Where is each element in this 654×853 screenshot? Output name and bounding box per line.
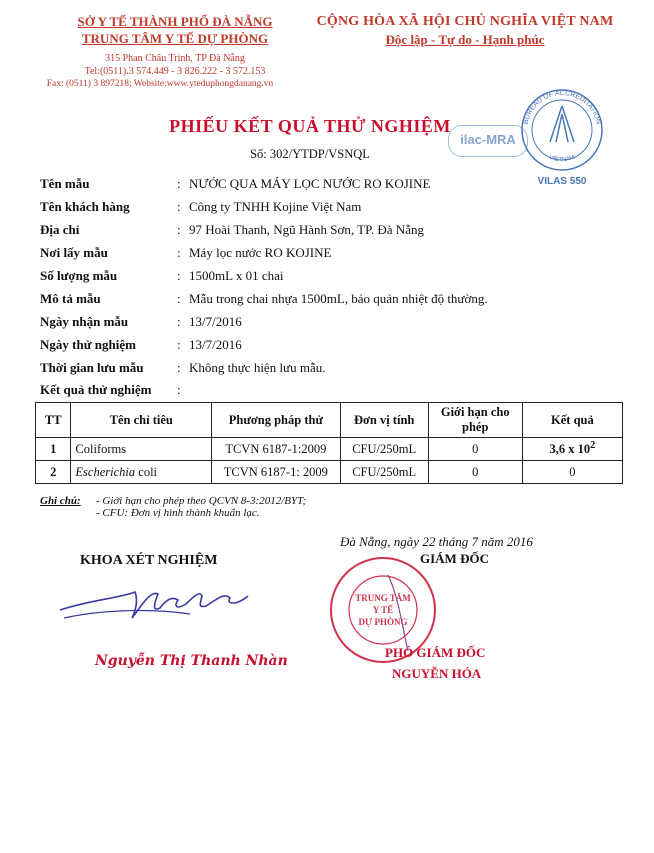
field-value: Công ty TNHH Kojine Việt Nam	[189, 199, 362, 214]
deputy-director-title: PHÓ GIÁM ĐỐC	[385, 645, 486, 660]
field-colon: :	[177, 314, 181, 329]
vilas-code: VILAS 550	[537, 176, 587, 186]
field-colon: :	[177, 245, 181, 260]
field-label: Tên mẫu	[40, 176, 90, 191]
field-label: Thời gian lưu mẫu	[40, 360, 144, 375]
field-row	[40, 176, 600, 198]
field-label: Ngày thử nghiệm	[40, 337, 136, 352]
field-value: 13/7/2016	[189, 314, 242, 329]
field-label: Mô tả mẫu	[40, 291, 101, 306]
field-row	[40, 382, 600, 404]
field-label: Nơi lấy mẫu	[40, 245, 108, 260]
row-name-italic: Escherichia	[75, 464, 136, 479]
issue-date: Đà Nẵng, ngày 22 tháng 7 năm 2016	[340, 534, 533, 549]
stamp-line1: TRUNG TÂM	[355, 593, 411, 603]
field-value: NƯỚC QUA MÁY LỌC NƯỚC RO KOJINE	[189, 176, 431, 191]
field-label: Số lượng mẫu	[40, 268, 118, 283]
national-header	[315, 14, 615, 48]
row-name: Coliforms	[71, 438, 212, 461]
col-limit: Giới hạn cho phép	[428, 403, 522, 438]
field-colon: :	[177, 176, 181, 191]
field-row	[40, 314, 600, 336]
row-limit: 0	[428, 461, 522, 484]
field-row	[40, 245, 600, 267]
row-unit: CFU/250mL	[340, 438, 428, 461]
col-tt: TT	[36, 403, 71, 438]
field-colon: :	[177, 199, 181, 214]
accreditation-arc-text: BUREAU OF ACCREDITATION	[522, 89, 602, 125]
field-colon: :	[177, 222, 181, 237]
stamp-line2: Y TẾ	[372, 605, 394, 615]
org-address: 315 Phan Châu Trinh, TP Đà Nẵng	[105, 53, 245, 64]
note-item: - Giới hạn cho phép theo QCVN 8-3:2012/BYT;	[96, 495, 307, 507]
page-title: PHIẾU KẾT QUẢ THỬ NGHIỆM	[169, 116, 451, 136]
field-value: Máy lọc nước RO KOJINE	[189, 245, 332, 260]
ilac-mra-logo: ilac-MRA	[448, 125, 528, 157]
notes-label: Ghi chú:	[40, 495, 81, 507]
national-motto: Độc lập - Tự do - Hạnh phúc	[385, 32, 545, 47]
field-label: Tên khách hàng	[40, 199, 130, 214]
field-row	[40, 337, 600, 359]
field-row	[40, 268, 600, 290]
field-value: Mẫu trong chai nhựa 1500mL, bảo quản nhiệt độ thường.	[189, 291, 488, 306]
country-name: CỘNG HÒA XÃ HỘI CHỦ NGHĨA VIỆT NAM	[316, 14, 614, 29]
org-line2: TRUNG TÂM Y TẾ DỰ PHÒNG	[81, 31, 269, 46]
row-name	[71, 461, 212, 484]
field-label: Kết quả thử nghiệm	[40, 382, 152, 397]
row-result: 0	[522, 461, 622, 484]
row-name-rest: coli	[135, 464, 158, 479]
org-header	[40, 14, 310, 89]
col-unit: Đơn vị tính	[340, 403, 428, 438]
results-table	[35, 402, 623, 484]
org-fax: Fax: (0511) 3 897218; Website:www.yteduphongdanang.vn	[46, 79, 274, 89]
result-exponent: 2	[590, 440, 596, 452]
document-number: Số: 302/YTDP/VSNQL	[250, 147, 370, 161]
signature-mark	[40, 570, 270, 640]
accreditation-country: VIETNAM	[548, 154, 576, 164]
field-value: 1500mL x 01 chai	[189, 268, 284, 283]
col-name: Tên chỉ tiêu	[71, 403, 212, 438]
row-method: TCVN 6187-1: 2009	[212, 461, 341, 484]
org-line1: SỞ Y TẾ THÀNH PHỐ ĐÀ NẴNG	[77, 14, 273, 29]
field-value: Không thực hiện lưu mẫu.	[189, 360, 326, 375]
row-result	[522, 438, 622, 461]
field-value: 13/7/2016	[189, 337, 242, 352]
row-unit: CFU/250mL	[340, 461, 428, 484]
row-limit: 0	[428, 438, 522, 461]
notes	[40, 495, 307, 519]
director-title: GIÁM ĐỐC	[420, 551, 489, 566]
accreditation-stamp	[512, 86, 612, 186]
field-colon: :	[177, 291, 181, 306]
table-row	[36, 438, 623, 461]
field-row	[40, 199, 600, 221]
field-colon: :	[177, 382, 181, 397]
col-result: Kết quả	[522, 403, 622, 438]
field-value: 97 Hoài Thanh, Ngũ Hành Sơn, TP. Đà Nẵng	[189, 222, 424, 237]
svg-text:VIETNAM	[548, 155, 575, 164]
table-header-row	[36, 403, 623, 438]
org-tel: Tel:(0511).3 574.449 - 3 826.222 - 3 572.153	[84, 66, 266, 77]
lab-dept-title: KHOA XÉT NGHIỆM	[80, 553, 218, 568]
field-colon: :	[177, 268, 181, 283]
deputy-director-name: NGUYỄN HÓA	[392, 666, 482, 681]
field-row	[40, 360, 600, 382]
col-method: Phương pháp thử	[212, 403, 341, 438]
field-colon: :	[177, 337, 181, 352]
field-colon: :	[177, 360, 181, 375]
result-value: 3,6 x 10	[549, 442, 591, 457]
field-row	[40, 222, 600, 244]
field-label: Địa chỉ	[40, 222, 80, 237]
field-label: Ngày nhận mẫu	[40, 314, 129, 329]
field-row	[40, 291, 600, 313]
row-tt: 1	[36, 438, 71, 461]
table-row	[36, 461, 623, 484]
lab-staff-name: Nguyễn Thị Thanh Nhàn	[95, 653, 288, 669]
stamp-line3: DỰ PHÒNG	[358, 617, 408, 627]
note-item: - CFU: Đơn vị hình thành khuẩn lạc.	[96, 507, 260, 519]
row-method: TCVN 6187-1:2009	[212, 438, 341, 461]
row-tt: 2	[36, 461, 71, 484]
